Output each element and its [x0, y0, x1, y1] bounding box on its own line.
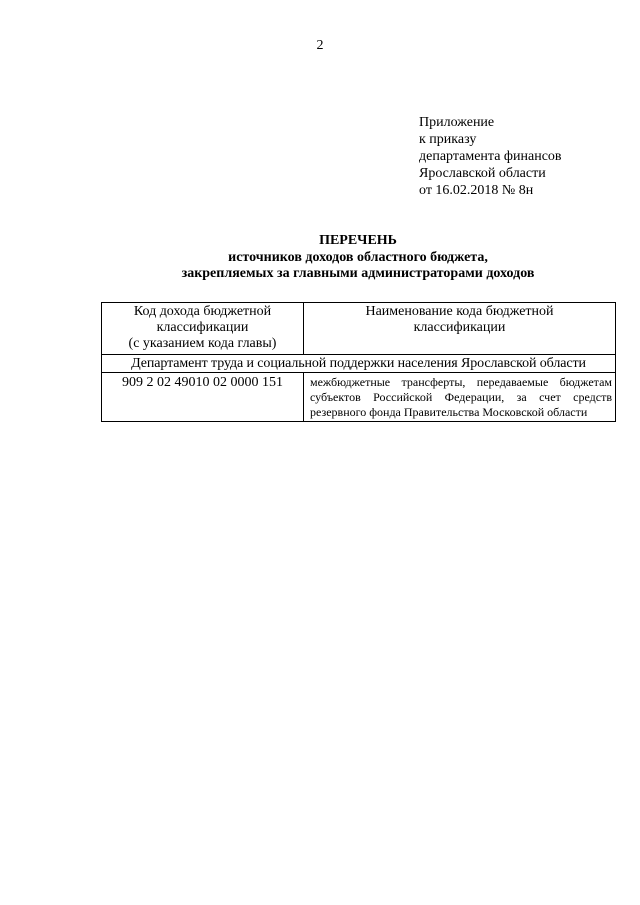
document-title: [0, 233, 640, 283]
title-subheading: закрепляемых за главными администраторами доходов: [181, 266, 535, 281]
appendix-line: Ярославской области: [419, 166, 546, 181]
appendix-block: [419, 114, 562, 199]
revenue-code: 909 2 02 49010 02 0000 151: [102, 373, 304, 422]
name-column-header: Наименование кода бюджетной классификации: [304, 303, 616, 355]
revenue-code-name: межбюджетные трансферты, передаваемые бюджетам субъектов Российской Федерации, за счет средств резервного фонда Правительства Московской области: [304, 373, 616, 422]
revenue-codes-table: [101, 302, 616, 422]
title-heading: ПЕРЕЧЕНЬ: [319, 233, 397, 248]
department-name: Департамент труда и социальной поддержки населения Ярославской области: [102, 355, 616, 373]
appendix-line: Приложение: [419, 115, 495, 130]
department-row: [102, 355, 616, 373]
page-number: 2: [316, 38, 324, 53]
table-header-row: [102, 303, 616, 355]
appendix-date-line: от 16.02.2018 № 8н: [419, 183, 534, 198]
table-row: [102, 373, 616, 422]
appendix-line: департамента финансов: [419, 149, 562, 164]
appendix-line: к приказу: [419, 132, 477, 147]
title-subheading: источников доходов областного бюджета,: [228, 249, 488, 265]
code-column-header: Код дохода бюджетной классификации (с указанием кода главы): [102, 303, 304, 355]
